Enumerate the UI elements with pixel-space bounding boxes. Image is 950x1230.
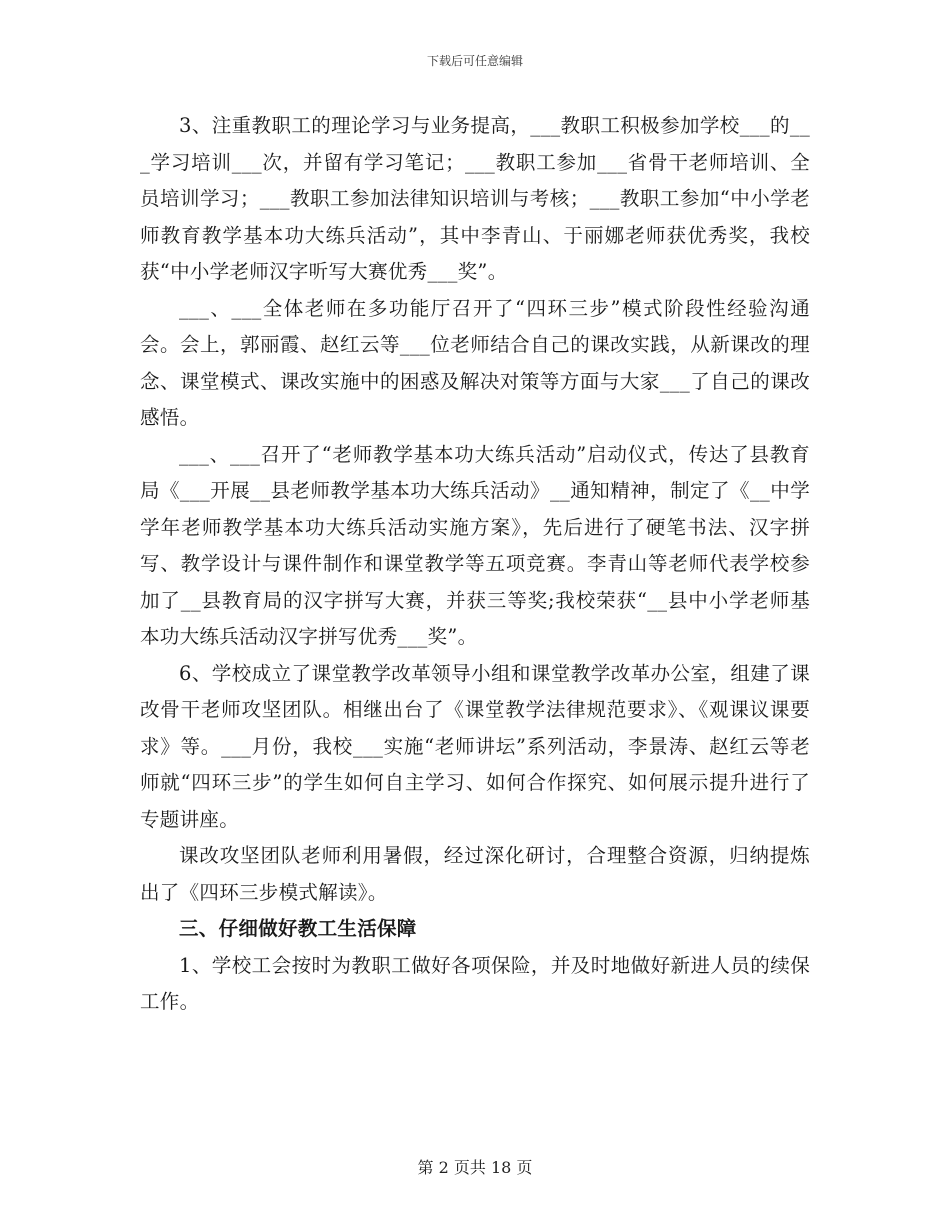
paragraph-theory-study: 3、注重教职工的理论学习与业务提高，___教职工积极参加学校___的___学习培训___次，并留有学习笔记；___教职工参加___省骨干老师培训、全员培训学习；___教职工参加法律知识培训与考核；___教职工参加“中小学老师教育教学基本功大练兵活动”，其中李青山、于丽娜老师获优秀奖，我校获“中小学老师汉字听写大赛优秀___奖”。 [140,114,810,283]
paragraph-summer-research: 课改攻坚团队老师利用暑假，经过深化研讨，合理整合资源，归纳提炼出了《四环三步模式解读》。 [140,844,810,904]
page-number: 第 2 页共 18 页 [417,1158,533,1177]
page-header-note: 下载后可任意编辑 [426,54,523,68]
paragraph-reform-team: 6、学校成立了课堂教学改革领导小组和课堂教学改革办公室，组建了课改骨干老师攻坚团队。相继出台了《课堂教学法律规范要求》、《观课议课要求》等。___月份，我校___实施“老师讲坛”系列活动，李景涛、赵红云等老师就“四环三步”的学生如何自主学习、如何合作探究、如何展示提升进行了专题讲座。 [140,661,810,831]
section-heading-staff-welfare: 三、仔细做好教工生活保障 [179,917,417,940]
paragraph-exchange-meeting: ___、___全体老师在多功能厅召开了“四环三步”模式阶段性经验沟通会。会上，郭丽霞、赵红云等___位老师结合自己的课改实践，从新课改的理念、课堂模式、课改实施中的困惑及解决对策等方面与大家___了自己的课改感悟。 [140,296,810,429]
paragraph-insurance: 1、学校工会按时为教职工做好各项保险，并及时地做好新进人员的续保工作。 [140,953,810,1013]
document-body [140,108,810,1021]
paragraph-skills-contest: ___、___召开了“老师教学基本功大练兵活动”启动仪式，传达了县教育局《___开展__县老师教学基本功大练兵活动》__通知精神，制定了《__中学学年老师教学基本功大练兵活动实施方案》，先后进行了硬笔书法、汉字拼写、教学设计与课件制作和课堂教学等五项竞赛。李青山等老师代表学校参加了__县教育局的汉字拼写大赛，并获三等奖;我校荣获“__县中小学老师基本功大练兵活动汉字拼写优秀___奖”。 [140,442,810,648]
